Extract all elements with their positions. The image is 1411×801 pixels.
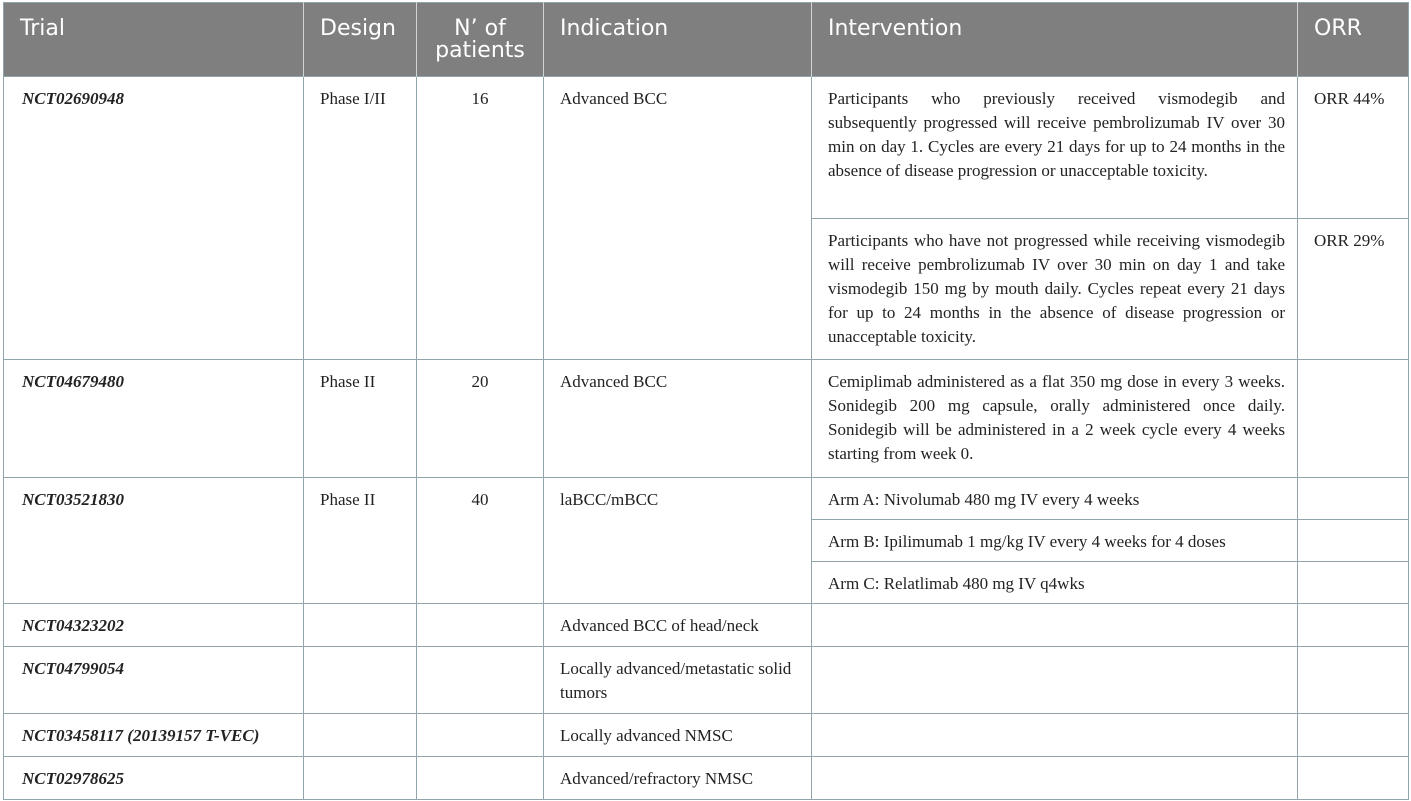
design-cell bbox=[304, 604, 417, 647]
indication-cell: laBCC/mBCC bbox=[544, 478, 812, 604]
trial-id: NCT04799054 bbox=[4, 647, 304, 714]
patients-cell bbox=[417, 647, 544, 714]
patients-cell: 20 bbox=[417, 360, 544, 478]
intervention-cell: Participants who previously received vismodegib and subsequently progressed will receive pembrolizumab IV over 30 min on day 1. Cycles are every 21 days for up to 24 months in the absence of disease progression or unacceptable toxicity. bbox=[812, 77, 1298, 219]
design-cell: Phase II bbox=[304, 478, 417, 604]
table-row bbox=[4, 757, 1409, 800]
indication-cell: Advanced BCC bbox=[544, 360, 812, 478]
design-cell bbox=[304, 714, 417, 757]
trial-id: NCT02690948 bbox=[4, 77, 304, 360]
intervention-cell: Arm C: Relatlimab 480 mg IV q4wks bbox=[812, 562, 1298, 604]
trial-id: NCT04679480 bbox=[4, 360, 304, 478]
patients-cell: 40 bbox=[417, 478, 544, 604]
intervention-cell: Arm A: Nivolumab 480 mg IV every 4 weeks bbox=[812, 478, 1298, 520]
design-cell bbox=[304, 757, 417, 800]
intervention-cell bbox=[812, 757, 1298, 800]
orr-cell bbox=[1298, 360, 1409, 478]
trial-id: NCT03521830 bbox=[4, 478, 304, 604]
intervention-cell bbox=[812, 714, 1298, 757]
indication-cell: Advanced BCC bbox=[544, 77, 812, 360]
orr-cell bbox=[1298, 604, 1409, 647]
design-cell: Phase I/II bbox=[304, 77, 417, 360]
header-trial: Trial bbox=[4, 3, 304, 77]
patients-cell bbox=[417, 714, 544, 757]
orr-cell bbox=[1298, 647, 1409, 714]
indication-cell: Advanced BCC of head/neck bbox=[544, 604, 812, 647]
patients-cell: 16 bbox=[417, 77, 544, 360]
table-row bbox=[4, 647, 1409, 714]
intervention-cell bbox=[812, 604, 1298, 647]
table-row bbox=[4, 714, 1409, 757]
orr-cell bbox=[1298, 562, 1409, 604]
design-cell: Phase II bbox=[304, 360, 417, 478]
header-n-patients: N’ of patients bbox=[417, 3, 544, 77]
intervention-cell: Arm B: Ipilimumab 1 mg/kg IV every 4 weeks for 4 doses bbox=[812, 520, 1298, 562]
indication-cell: Locally advanced/metastatic solid tumors bbox=[544, 647, 812, 714]
orr-cell bbox=[1298, 714, 1409, 757]
intervention-cell: Participants who have not progressed while receiving vismodegib will receive pembrolizumab IV over 30 min on day 1 and take vismodegib 150 mg by mouth daily. Cycles repeat every 21 days for up to 24 months in the absence of disease progression or unacceptable toxicity. bbox=[812, 219, 1298, 360]
intervention-cell: Cemiplimab administered as a flat 350 mg dose in every 3 weeks. Sonidegib 200 mg capsule, orally administered once daily. Sonidegib will be administered in a 2 week cycle every 4 weeks starting from week 0. bbox=[812, 360, 1298, 478]
orr-cell: ORR 29% bbox=[1298, 219, 1409, 360]
header-orr: ORR bbox=[1298, 3, 1409, 77]
intervention-cell bbox=[812, 647, 1298, 714]
trial-id: NCT03458117 (20139157 T-VEC) bbox=[4, 714, 304, 757]
table-row bbox=[4, 478, 1409, 520]
table-row bbox=[4, 77, 1409, 219]
patients-cell bbox=[417, 757, 544, 800]
orr-cell bbox=[1298, 520, 1409, 562]
trial-id: NCT02978625 bbox=[4, 757, 304, 800]
patients-cell bbox=[417, 604, 544, 647]
clinical-trials-table bbox=[3, 2, 1409, 800]
orr-cell bbox=[1298, 478, 1409, 520]
indication-cell: Locally advanced NMSC bbox=[544, 714, 812, 757]
orr-cell: ORR 44% bbox=[1298, 77, 1409, 219]
indication-cell: Advanced/refractory NMSC bbox=[544, 757, 812, 800]
orr-cell bbox=[1298, 757, 1409, 800]
header-indication: Indication bbox=[544, 3, 812, 77]
header-row bbox=[4, 3, 1409, 77]
trial-id: NCT04323202 bbox=[4, 604, 304, 647]
header-intervention: Intervention bbox=[812, 3, 1298, 77]
design-cell bbox=[304, 647, 417, 714]
header-design: Design bbox=[304, 3, 417, 77]
table-row bbox=[4, 360, 1409, 478]
table-row bbox=[4, 604, 1409, 647]
